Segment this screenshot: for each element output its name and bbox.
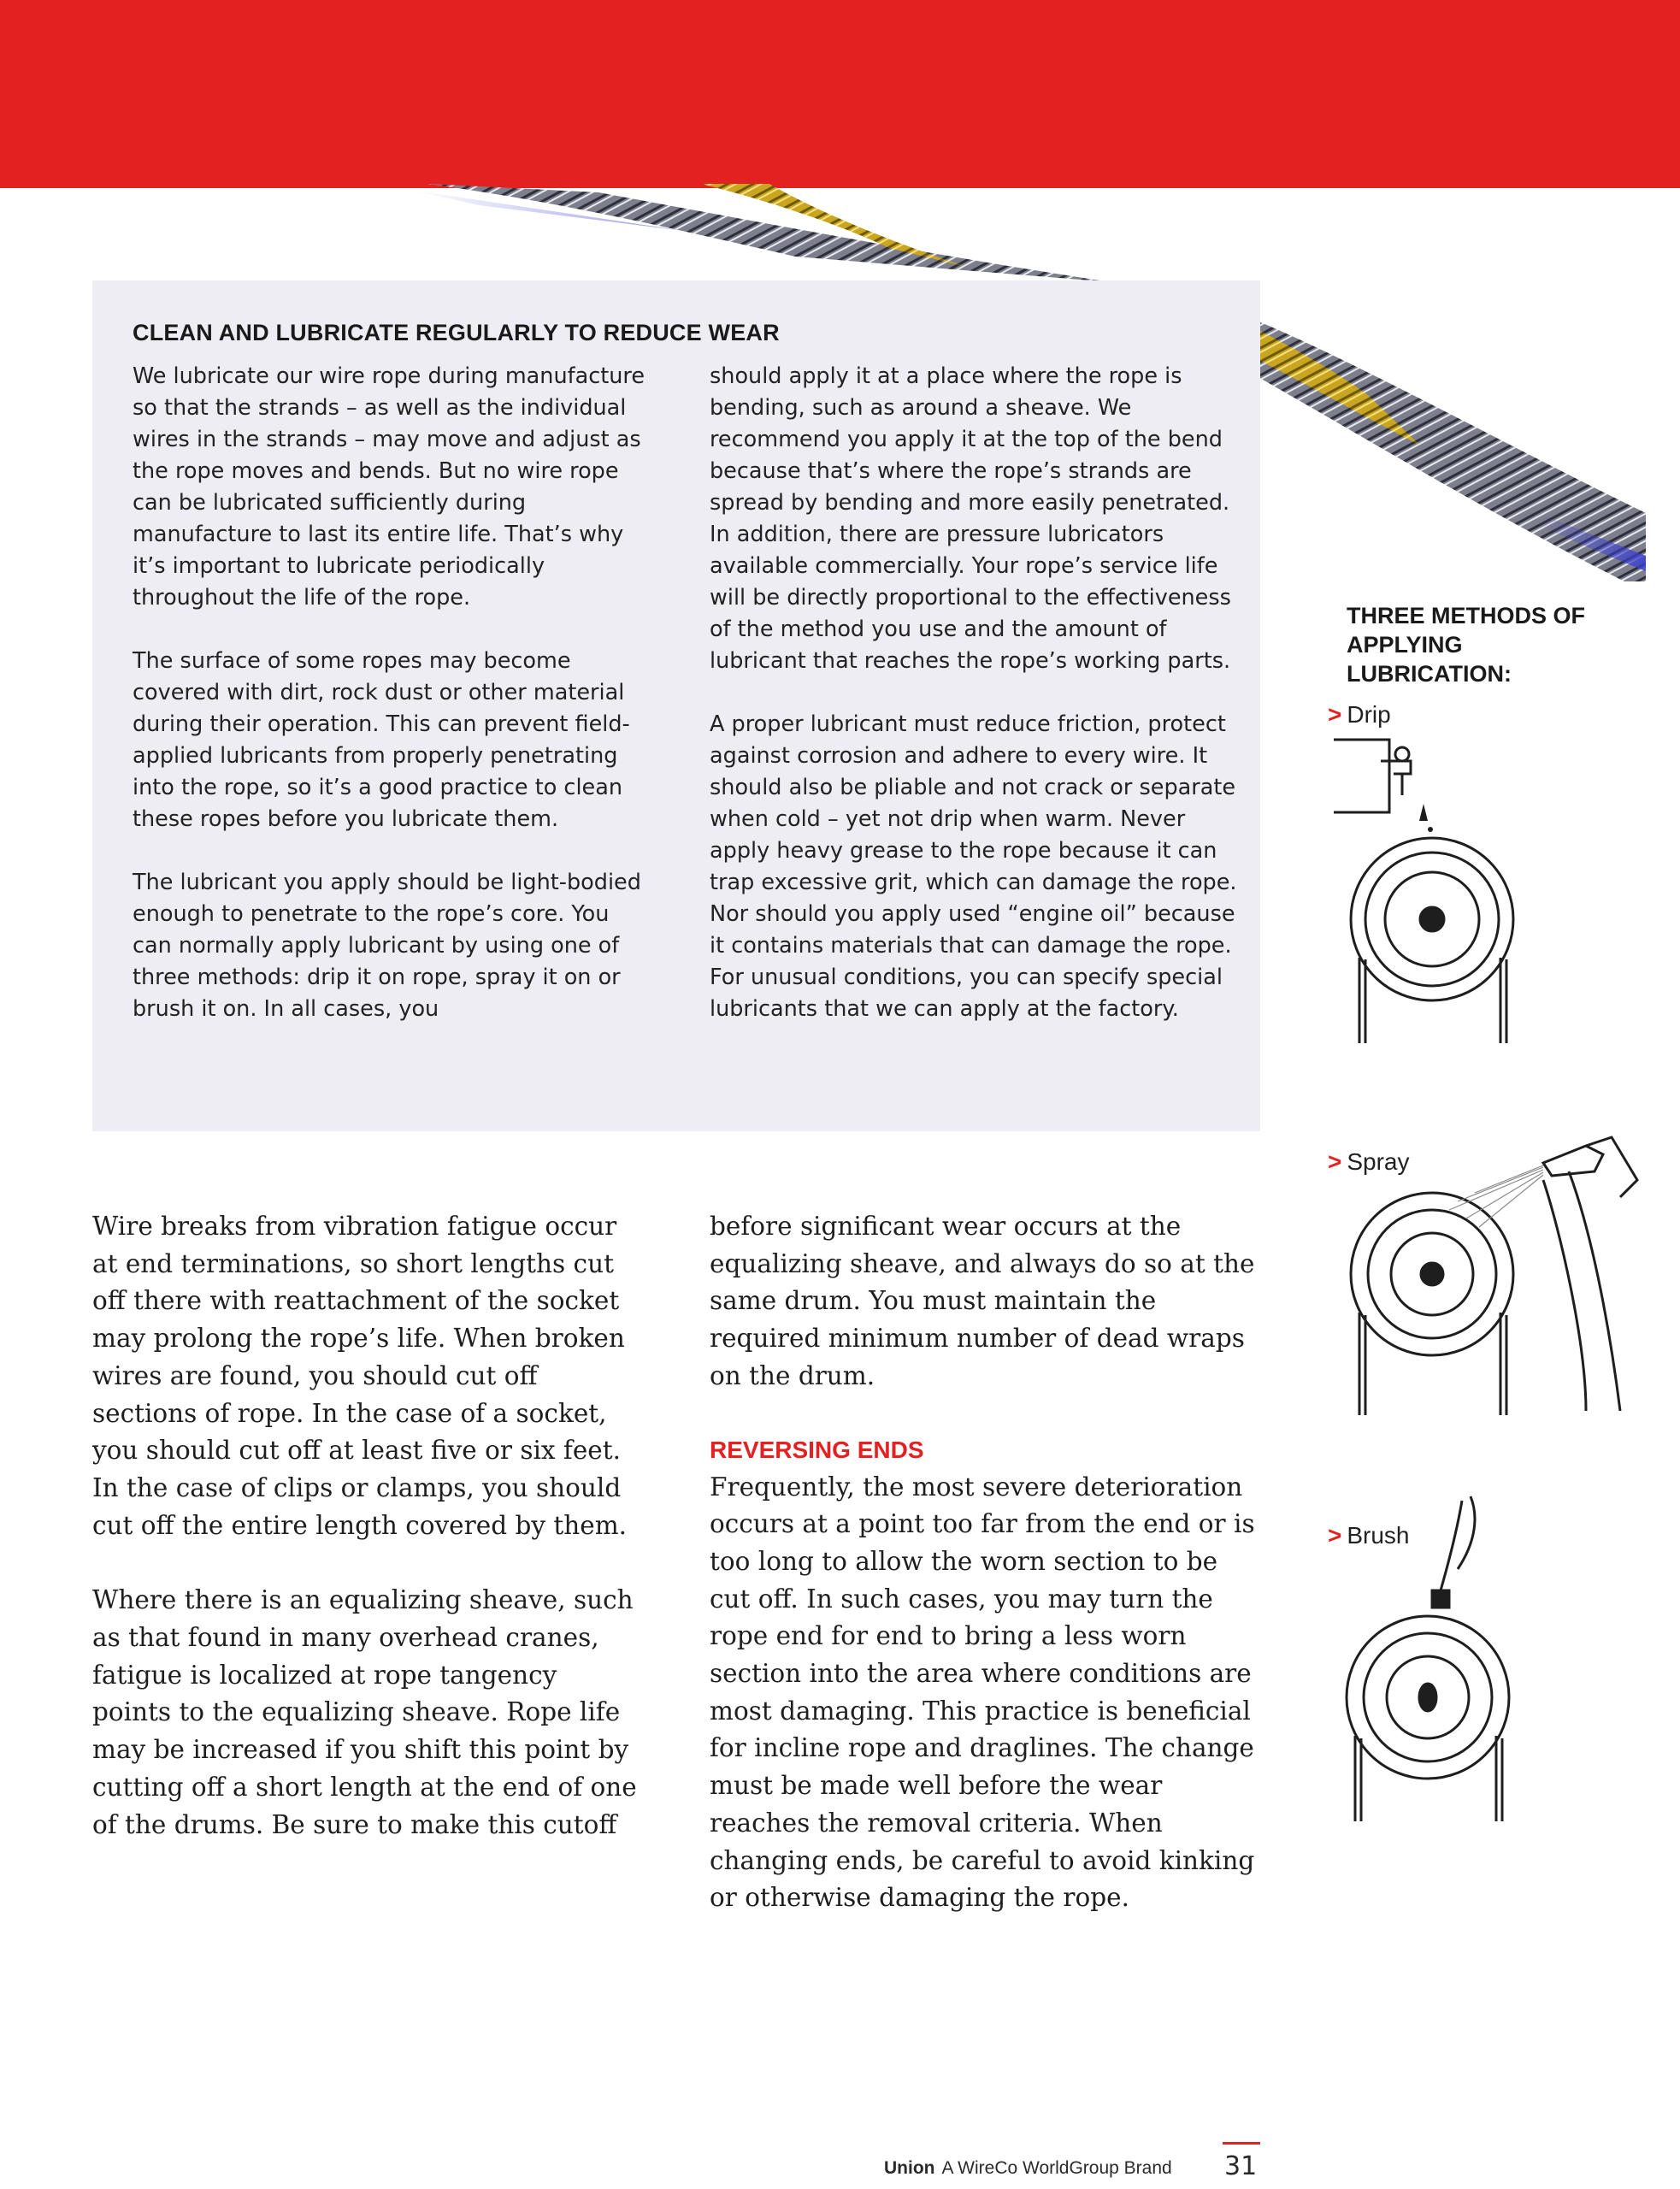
body-paragraph: Where there is an equalizing sheave, such as that found in many overhead cranes, fatigue is localized at rope tangency points to the equalizing sheave. Rope life may be increased if you shift this point by cutting off a short length at the end of one of the drums. Be sure to make this cutoff — [92, 1585, 637, 1839]
brush-illustration — [1329, 1492, 1535, 1826]
main-left-column — [92, 1208, 640, 1881]
footer-brand — [884, 2158, 1172, 2179]
main-right-column — [710, 1208, 1265, 1955]
sidebar-heading: CLEAN AND LUBRICATE REGULARLY TO REDUCE WEAR — [133, 320, 780, 345]
method-brush-label: > Brush — [1328, 1522, 1410, 1549]
sidebar-paragraph: A proper lubricant must reduce friction, protect against corrosion and adhere to every wire. It should also be pliable and not crack or separate when cold – yet not drip when warm. Never apply heavy grease to the rope because it can trap excessive grit, which can damage the rope. Nor should you apply used “engine oil” because it contains materials that can damage the rope. For unusual conditions, you can specify special lubricants that we can apply at the factory. — [710, 711, 1237, 1022]
sidebar-paragraph: The lubricant you apply should be light-bodied enough to penetrate to the rope’s core. You can normally apply lubricant by using one of three methods: drip it on rope, spray it on or brush it on. In all cases, you — [133, 870, 641, 1022]
chevron-right-icon: > — [1328, 1522, 1342, 1549]
sidebar-paragraph: The surface of some ropes may become covered with dirt, rock dust or other material during their operation. This can prevent field-applied lubricants from properly penetrating into the rope, so it’s a good practice to clean these ropes before you lubricate them. — [133, 648, 630, 832]
sidebar-paragraph: should apply it at a place where the rope is bending, such as around a sheave. We recommend you apply it at the top of the bend because that’s where the rope’s strands are spread by bending and more easily penetrated. In addition, there are pressure lubricators available commercially. Your rope’s service life will be directly proportional to the effectiveness of the method you use and the amount of lubricant that reaches the rope’s working parts. — [710, 363, 1231, 674]
method-drip-label: > Drip — [1328, 701, 1391, 728]
chevron-right-icon: > — [1328, 1148, 1342, 1175]
reversing-ends-heading: REVERSING ENDS — [710, 1436, 924, 1463]
drip-illustration — [1329, 735, 1526, 1052]
page-number: 31 — [1224, 2151, 1258, 2181]
spray-illustration — [1329, 1129, 1646, 1419]
body-paragraph: Wire breaks from vibration fatigue occur at end terminations, so short lengths cut off there with reattachment of the socket may prolong the rope’s life. When broken wires are found, you should cut off sections of rope. In the case of a socket, you should cut off at least five or six feet. In the case of clips or clamps, you should cut off the entire length covered by them. — [92, 1212, 628, 1540]
brand-name: Union — [884, 2158, 935, 2178]
method-spray-label: > Spray — [1328, 1148, 1410, 1175]
sidebar-left-column — [133, 361, 645, 1057]
body-paragraph: before significant wear occurs at the equalizing sheave, and always do so at the same drum. You must maintain the required minimum number of dead wraps on the drum. — [710, 1212, 1255, 1390]
sidebar-paragraph: We lubricate our wire rope during manufacture so that the strands – as well as the individual wires in the strands – may move and adjust as the rope moves and bends. But no wire rope can be lubricated sufficiently during manufacture to last its entire life. That’s why it’s important to lubricate periodically throughout the life of the rope. — [133, 363, 645, 611]
chevron-right-icon: > — [1328, 701, 1342, 728]
methods-title: THREE METHODS OF APPLYING LUBRICATION: — [1347, 603, 1586, 687]
body-paragraph: Frequently, the most severe deterioration occurs at a point too far from the end or is too long to allow the worn section to be cut off. In such cases, you may turn the rope end for end to bring a less worn section into the area where conditions are most damaging. This practice is beneficial for incline rope and draglines. The change must be made well before the wear reaches the removal criteria. When changing ends, be careful to avoid kinking or otherwise damaging the rope. — [710, 1472, 1255, 1913]
page-number-rule — [1223, 2142, 1260, 2145]
brand-tagline: A WireCo WorldGroup Brand — [941, 2158, 1172, 2178]
sidebar-right-column — [710, 361, 1240, 1057]
